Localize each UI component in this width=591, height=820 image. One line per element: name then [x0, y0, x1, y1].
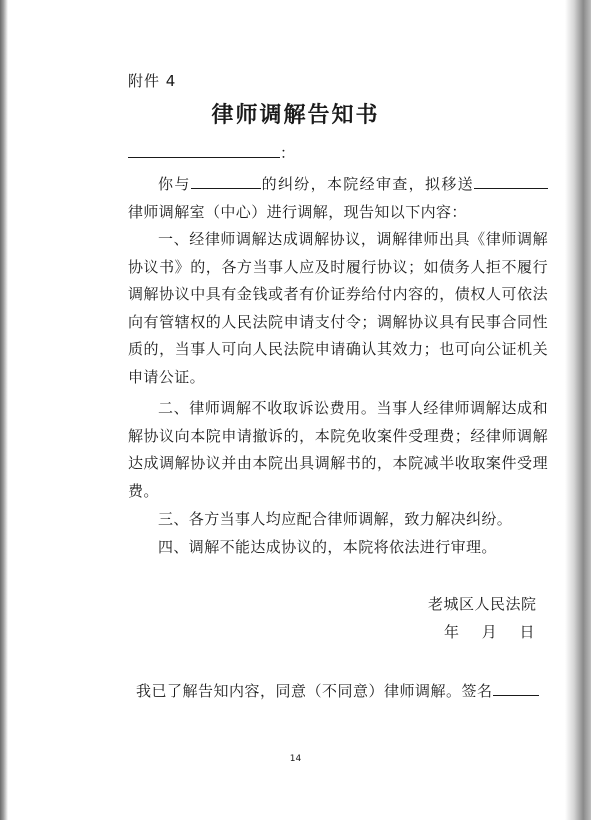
document-title: 律师调解告知书: [211, 102, 380, 128]
notice-item-2: 二、律师调解不收取诉讼费用。当事人经律师调解达成和解协议向本院申请撤诉的，本院免收案件受理费；经律师调解达成调解协议并由本院出具调解书的，本院减半收取案件受理费。: [128, 399, 548, 500]
consent-statement: 我已了解告知内容，同意（不同意）律师调解。签名: [136, 682, 493, 700]
attachment-label: 附件 4: [128, 72, 177, 90]
intro-text-2: 的纠纷，本院经审查，拟移送: [260, 175, 475, 193]
date-line: 年 月 日: [444, 623, 535, 641]
court-name: 老城区人民法院: [428, 595, 537, 613]
notice-item-4: 四、调解不能达成协议的，本院将依法进行审理。: [158, 538, 497, 556]
page-number: 14: [289, 754, 302, 764]
consent-line: [136, 680, 539, 701]
addressee-line: [128, 142, 295, 163]
intro-text-1: 你与: [158, 175, 191, 193]
notice-item-3: 三、各方当事人均应配合律师调解，致力解决纠纷。: [158, 510, 513, 528]
intro-text-3: 律师调解室（中心）进行调解，现告知以下内容：: [128, 202, 467, 221]
addressee-blank: [128, 156, 280, 158]
firm-blank: [474, 187, 548, 189]
signature-blank: [493, 694, 539, 696]
notice-item-1: 一、经律师调解达成调解协议，调解律师出具《律师调解协议书》的，各方当事人应及时履行协议；如债务人拒不履行调解协议中具有金钱或者有价证券给付内容的，债权人可依法向有管辖权的人民法院申请支付令；调解协议具有民事合同性质的，当事人可向人民法院申请确认其效力；也可向公证机关申请公证。: [128, 230, 548, 386]
party-blank: [191, 187, 261, 189]
intro-paragraph: [128, 171, 548, 226]
addressee-colon: ：: [280, 144, 296, 162]
